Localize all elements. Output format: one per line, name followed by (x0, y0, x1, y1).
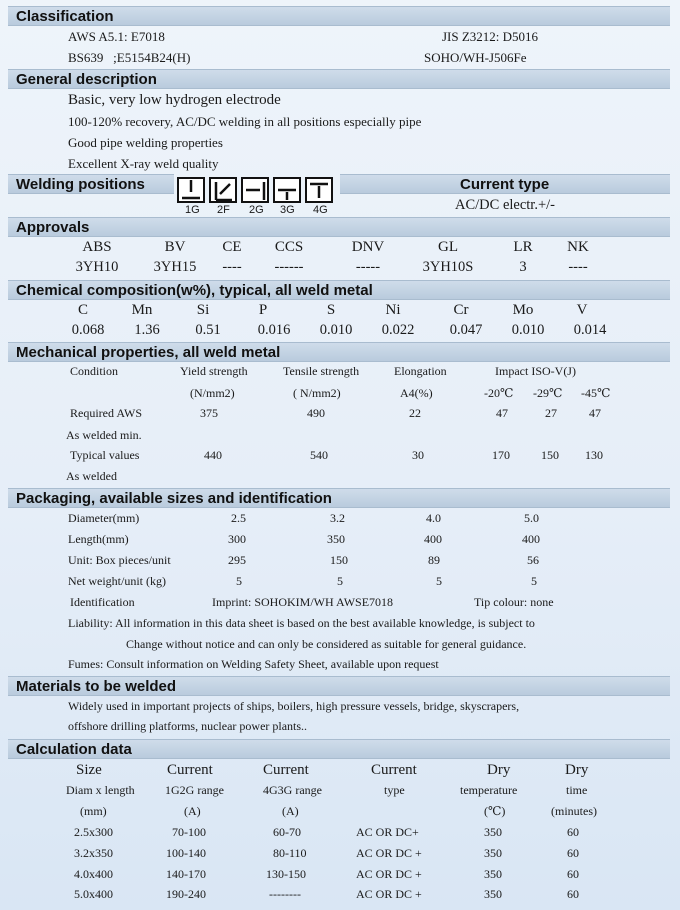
calc-subheading: type (384, 783, 405, 797)
approval-value: 3YH10 (75, 259, 119, 275)
calc-unit: (A) (282, 804, 299, 818)
calc-cell: 350 (484, 825, 502, 839)
general-line-1: Basic, very low hydrogen electrode (68, 92, 281, 108)
position-label-2g: 2G (249, 204, 264, 216)
general-line-4: Excellent X-ray weld quality (68, 156, 219, 171)
calc-heading: Current (371, 762, 417, 778)
mech-row-impact: 47 (589, 406, 601, 420)
general-description-header: General description (8, 69, 670, 89)
mech-elongation-unit: A4(%) (400, 386, 433, 400)
pack-value: 2.5 (231, 511, 246, 525)
mech-row-yield: 375 (200, 406, 218, 420)
approval-value: 3 (519, 259, 527, 275)
impact-temp: -45℃ (581, 386, 611, 400)
calc-cell: -------- (269, 887, 301, 901)
pack-value: 5 (531, 574, 537, 588)
calc-cell: 2.5x300 (74, 825, 113, 839)
approval-value: ----- (355, 259, 381, 275)
approval-value: 3YH15 (153, 259, 197, 275)
welding-positions-header: Welding positions (8, 174, 174, 194)
mech-tensile-unit: ( N/mm2) (293, 386, 341, 400)
element-value: 0.016 (257, 322, 291, 338)
current-type-value: AC/DC electr.+/- (455, 197, 555, 213)
general-line-2: 100-120% recovery, AC/DC welding in all positions especially pipe (68, 114, 422, 129)
general-line-3: Good pipe welding properties (68, 135, 223, 150)
pack-value: 295 (228, 553, 246, 567)
calc-cell: 60 (567, 825, 579, 839)
calc-cell: AC OR DC+ (356, 825, 419, 839)
pack-row-label: Length(mm) (68, 532, 129, 546)
calc-unit: (minutes) (551, 804, 597, 818)
chemical-elements-row (0, 301, 680, 319)
calc-cell: 60 (567, 887, 579, 901)
liability-line-2: Change without notice and can only be considered as suitable for general guidance. (126, 637, 527, 651)
position-label-4g: 4G (313, 204, 328, 216)
mech-row-impact: 27 (545, 406, 557, 420)
calc-heading: Size (76, 762, 102, 778)
calc-cell: 3.2x350 (74, 846, 113, 860)
approval-name: CE (222, 239, 242, 255)
pack-value: 56 (527, 553, 539, 567)
imprint-text: Imprint: SOHOKIM/WH AWSE7018 (212, 595, 394, 609)
mech-row-tensile: 490 (307, 406, 325, 420)
calc-cell: 60 (567, 867, 579, 881)
pack-value: 5 (236, 574, 242, 588)
approval-value: ---- (222, 259, 242, 275)
mech-row-elongation: 22 (409, 406, 421, 420)
materials-line-2: offshore drilling platforms, nuclear power plants.. (68, 719, 308, 733)
identification-label: Identification (70, 595, 135, 609)
pack-value: 5 (436, 574, 442, 588)
mech-row-yield: 440 (204, 448, 222, 462)
pack-value: 5 (337, 574, 343, 588)
tip-colour-text: Tip colour: none (474, 595, 554, 609)
mech-row-condition-sub: As welded min. (66, 428, 142, 442)
calc-cell: 100-140 (166, 846, 206, 860)
calc-cell: 60-70 (273, 825, 301, 839)
mech-row-condition-sub: As welded (66, 469, 117, 483)
element-value: 0.014 (573, 322, 607, 338)
approval-name: BV (164, 239, 186, 255)
approval-name: GL (438, 239, 458, 255)
welding-positions-icon (176, 176, 336, 204)
position-label-1g: 1G (185, 204, 200, 216)
calc-subheading: 4G3G range (263, 783, 322, 797)
pack-value: 300 (228, 532, 246, 546)
mech-row-tensile: 540 (310, 448, 328, 462)
mech-row-impact: 150 (541, 448, 559, 462)
calc-cell: 350 (484, 867, 502, 881)
approvals-names-row (0, 238, 680, 256)
mech-row-condition: Typical values (70, 448, 140, 462)
mech-row-impact: 130 (585, 448, 603, 462)
chemical-composition-header: Chemical composition(w%), typical, all weld metal (8, 280, 670, 300)
calc-cell: 70-100 (172, 825, 206, 839)
element-symbol: S (326, 302, 336, 318)
calc-cell: 4.0x400 (74, 867, 113, 881)
approval-name: ABS (82, 239, 112, 255)
soho-classification: SOHO/WH-J506Fe (424, 50, 527, 65)
calc-cell: 60 (567, 846, 579, 860)
calc-cell: AC OR DC + (356, 887, 422, 901)
materials-line-1: Widely used in important projects of ships, boilers, high pressure vessels, bridge, skyscrapers, (68, 699, 520, 713)
impact-temp: -20℃ (484, 386, 514, 400)
calc-heading: Current (263, 762, 309, 778)
pack-value: 89 (428, 553, 440, 567)
mech-yield-heading: Yield strength (180, 364, 248, 378)
approval-name: CCS (274, 239, 304, 255)
calc-cell: 5.0x400 (74, 887, 113, 901)
packaging-header: Packaging, available sizes and identification (8, 488, 670, 508)
approval-name: NK (567, 239, 589, 255)
pack-value: 350 (327, 532, 345, 546)
calc-unit: (A) (184, 804, 201, 818)
pack-value: 3.2 (330, 511, 345, 525)
calc-heading: Dry (487, 762, 511, 778)
chemical-values-row (0, 321, 680, 339)
calc-heading: Current (167, 762, 213, 778)
position-label-3g: 3G (280, 204, 295, 216)
mech-row-condition: Required AWS (70, 406, 143, 420)
calc-cell: AC OR DC + (356, 867, 422, 881)
approval-value: 3YH10S (422, 259, 474, 275)
approval-value: ------ (274, 259, 304, 275)
calc-cell: 350 (484, 846, 502, 860)
approval-name: LR (513, 239, 533, 255)
mech-condition-heading: Condition (70, 364, 119, 378)
calc-unit: (mm) (80, 804, 107, 818)
element-value: 0.51 (195, 322, 221, 338)
bs-classification: BS639 ;E5154B24(H) (68, 50, 191, 65)
element-value: 1.36 (134, 322, 160, 338)
welding-position-icons (176, 176, 336, 218)
calc-subheading: 1G2G range (165, 783, 224, 797)
element-symbol: Ni (385, 302, 401, 318)
element-value: 0.047 (449, 322, 483, 338)
calc-cell: 130-150 (266, 867, 306, 881)
current-type-header: Current type (340, 174, 670, 194)
approval-name: DNV (351, 239, 385, 255)
mech-elongation-heading: Elongation (394, 364, 447, 378)
mech-tensile-heading: Tensile strength (283, 364, 360, 378)
jis-classification: JIS Z3212: D5016 (442, 29, 539, 44)
element-symbol: Mn (131, 302, 153, 318)
element-symbol: Si (196, 302, 210, 318)
element-value: 0.068 (71, 322, 105, 338)
pack-row-label: Net weight/unit (kg) (68, 574, 166, 588)
mechanical-properties-header: Mechanical properties, all weld metal (8, 342, 670, 362)
materials-header: Materials to be welded (8, 676, 670, 696)
calc-unit: (℃) (484, 804, 506, 818)
calc-subheading: Diam x length (66, 783, 135, 797)
pack-value: 400 (522, 532, 540, 546)
calc-cell: 190-240 (166, 887, 206, 901)
mech-row-elongation: 30 (412, 448, 424, 462)
pack-value: 150 (330, 553, 348, 567)
element-value: 0.022 (381, 322, 415, 338)
approvals-header: Approvals (8, 217, 670, 237)
element-symbol: Cr (453, 302, 469, 318)
element-symbol: P (258, 302, 268, 318)
mech-row-impact: 170 (492, 448, 510, 462)
calc-subheading: temperature (460, 783, 518, 797)
calc-cell: AC OR DC + (356, 846, 422, 860)
element-value: 0.010 (319, 322, 353, 338)
calc-heading: Dry (565, 762, 589, 778)
position-label-2f: 2F (217, 204, 230, 216)
pack-row-label: Unit: Box pieces/unit (68, 553, 171, 567)
mech-yield-unit: (N/mm2) (190, 386, 235, 400)
liability-line-1: Liability: All information in this data sheet is based on the best available knowledge, is subject to (68, 616, 535, 630)
element-symbol: Mo (512, 302, 534, 318)
pack-value: 400 (424, 532, 442, 546)
fumes-text: Fumes: Consult information on Welding Safety Sheet, available upon request (68, 657, 439, 671)
element-symbol: C (77, 302, 88, 318)
impact-temp: -29℃ (533, 386, 563, 400)
pack-row-label: Diameter(mm) (68, 511, 140, 525)
pack-value: 5.0 (524, 511, 539, 525)
calc-subheading: time (566, 783, 588, 797)
calc-cell: 350 (484, 887, 502, 901)
mech-row-impact: 47 (496, 406, 508, 420)
element-symbol: V (576, 302, 588, 318)
pack-value: 4.0 (426, 511, 441, 525)
calculation-data-header: Calculation data (8, 739, 670, 759)
calc-cell: 80-110 (273, 846, 307, 860)
approvals-values-row (0, 258, 680, 276)
approval-value: ---- (568, 259, 588, 275)
classification-header: Classification (8, 6, 670, 26)
element-value: 0.010 (511, 322, 545, 338)
aws-classification: AWS A5.1: E7018 (68, 29, 165, 44)
calc-cell: 140-170 (166, 867, 206, 881)
mech-impact-heading: Impact ISO-V(J) (495, 364, 576, 378)
